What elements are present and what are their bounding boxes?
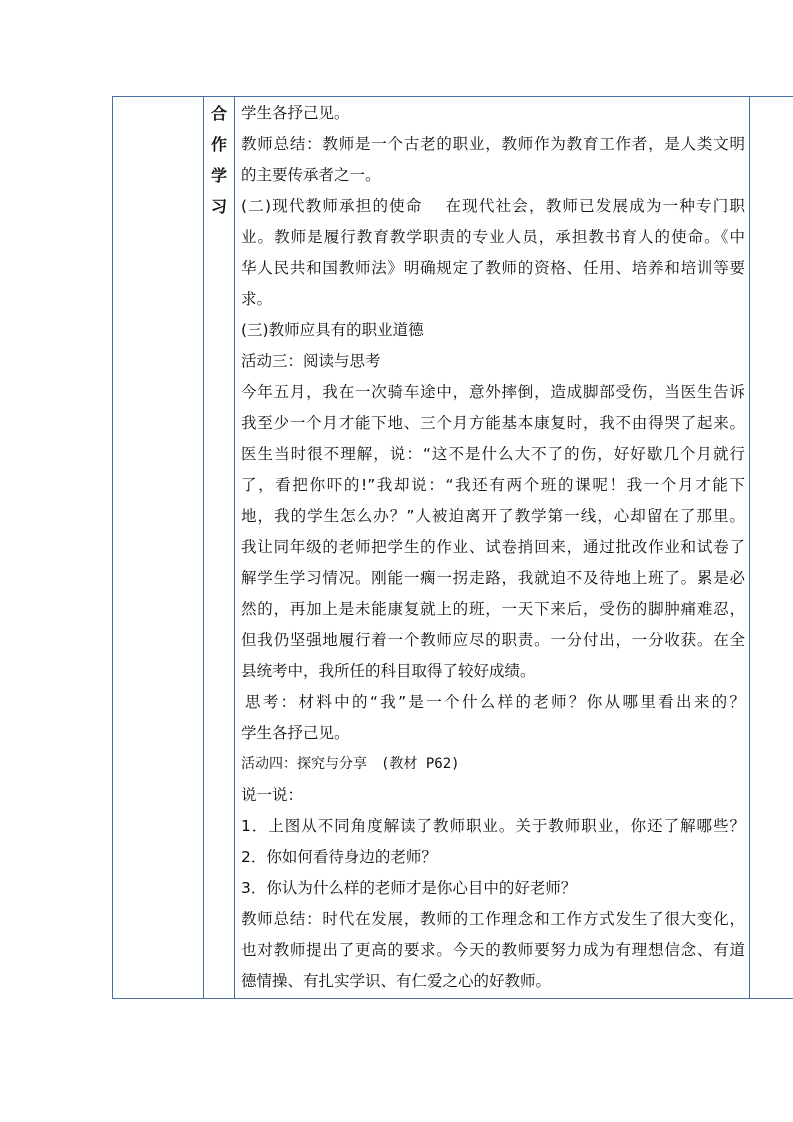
text-line-p9: 活动四：探究与分享 (教材 P62): [241, 756, 460, 772]
text-line-p14a: 教师总结：时代在发展，教师的工作理念和工作方式发生了很大变化，: [241, 910, 745, 928]
text-line-p6b: 我至少一个月才能下地、三个月方能基本康复时，我不由得哭了起来。: [241, 414, 745, 432]
text-line-p10: 说一说：: [241, 786, 304, 804]
section-label-char: 学: [210, 166, 227, 185]
text-line-p6d: 了，看把你吓的!”我却说：“我还有两个班的课呢！我一个月才能下: [241, 476, 745, 494]
table-row: [113, 97, 793, 999]
section-label-cell: [204, 97, 235, 999]
text-line-p6c: 医生当时很不理解，说：“这不是什么大不了的伤，好好歇几个月就行: [241, 445, 745, 463]
text-line-p6a: 今年五月，我在一次骑车途中，意外摔倒，造成脚部受伤，当医生告诉: [241, 383, 745, 401]
text-line-p6g: 解学生学习情况。刚能一瘸一拐走路，我就迫不及待地上班了。累是必: [241, 569, 745, 587]
text-line-p2a: 教师总结：教师是一个古老的职业，教师作为教育工作者，是人类文明: [241, 135, 745, 153]
content-cell: [235, 97, 750, 999]
text-line-p7: 思考：材料中的“我”是一个什么样的老师？你从哪里看出来的？: [245, 693, 745, 711]
text-line-p3d: 求。: [241, 290, 273, 308]
text-line-p3c: 华人民共和国教师法》明确规定了教师的资格、任用、培养和培训等要: [241, 259, 745, 277]
text-line-p4: (三)教师应具有的职业道德: [241, 321, 424, 339]
section-label-char: 习: [210, 197, 227, 216]
blank-right-cell: [750, 97, 793, 999]
text-line-p3a: (二)现代教师承担的使命 在现代社会，教师已发展成为一种专门职: [241, 197, 745, 215]
text-line-p1: 学生各抒己见。: [241, 104, 350, 122]
text-line-p5: 活动三：阅读与思考: [241, 352, 381, 370]
text-line-p12: 2．你如何看待身边的老师？: [241, 848, 437, 866]
text-line-p6j: 县统考中，我所任的科目取得了较好成绩。: [241, 662, 536, 680]
text-line-p2b: 的主要传承者之一。: [241, 166, 381, 184]
section-label-char: 作: [210, 135, 227, 154]
text-line-p6f: 我让同年级的老师把学生的作业、试卷捎回来，通过批改作业和试卷了: [241, 538, 745, 556]
lesson-table: [112, 96, 793, 999]
lesson-content: [235, 97, 749, 997]
text-line-p14b: 也对教师提出了更高的要求。今天的教师要努力成为有理想信念、有道: [241, 941, 745, 959]
text-line-p6e: 地，我的学生怎么办？”人被迫离开了教学第一线，心却留在了那里。: [241, 507, 745, 525]
section-label: [204, 97, 234, 222]
text-line-p8: 学生各抒己见。: [241, 724, 350, 742]
text-line-p3b: 业。教师是履行教育教学职责的专业人员，承担教书育人的使命。《中: [241, 228, 745, 246]
text-line-p6h: 然的，再加上是未能康复就上的班，一天下来后，受伤的脚肿痛难忍，: [241, 600, 745, 618]
text-line-p6i: 但我仍坚强地履行着一个教师应尽的职责。一分付出，一分收获。在全: [241, 631, 745, 649]
text-line-p11: 1．上图从不同角度解读了教师职业。关于教师职业，你还了解哪些？: [241, 817, 745, 835]
text-line-p13: 3．你认为什么样的老师才是你心目中的好老师？: [241, 879, 577, 897]
text-line-p14c: 德情操、有扎实学识、有仁爱之心的好教师。: [241, 972, 552, 990]
blank-left-cell: [113, 97, 204, 999]
section-label-char: 合: [210, 104, 227, 123]
